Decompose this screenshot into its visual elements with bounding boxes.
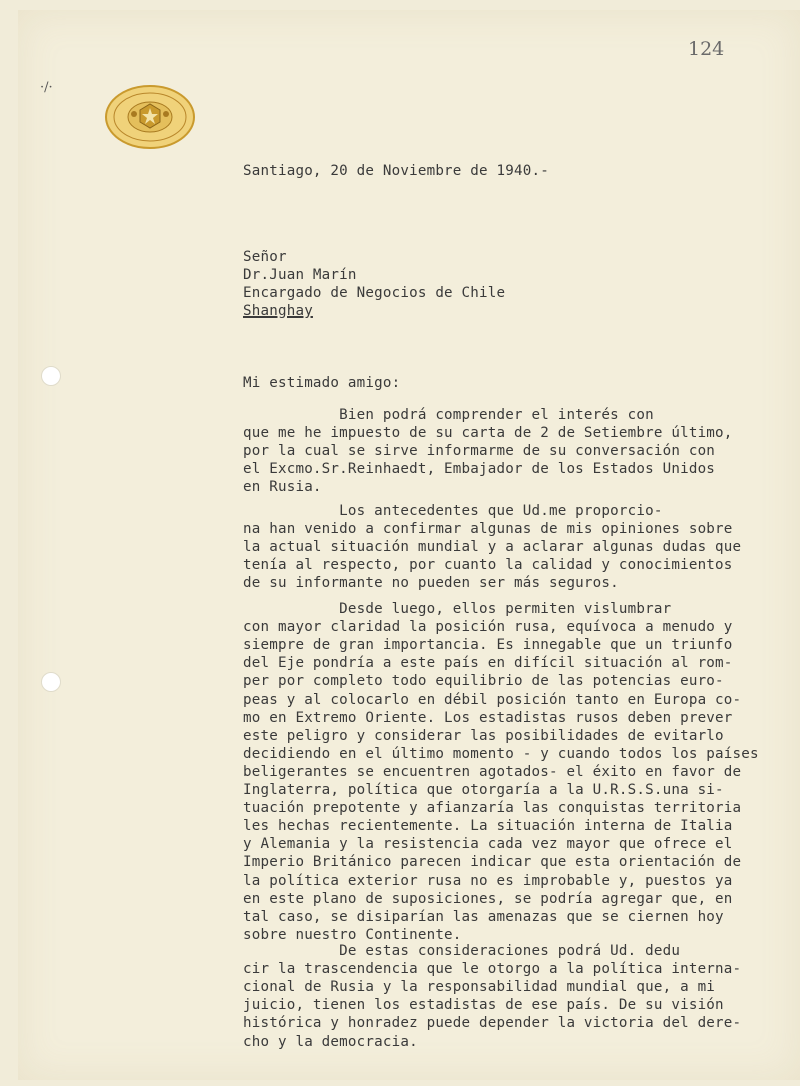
paragraph-line: cho y la democracia. bbox=[243, 1033, 418, 1050]
paragraph-line: tenía al respecto, por cuanto la calidad y conocimientos bbox=[243, 557, 733, 574]
paragraph-line: peas y al colocarlo en débil posición tanto en Europa co- bbox=[243, 691, 742, 708]
paragraph-line: Inglaterra, política que otorgaría a la U.R.S.S.una si- bbox=[243, 782, 724, 798]
paragraph-line: Los antecedentes que Ud.me proporcio- bbox=[243, 503, 663, 519]
paragraph-line: tal caso, se disiparían las amenazas que se ciernen hoy bbox=[243, 908, 724, 925]
paragraph-line: de su informante no pueden ser más seguros. bbox=[243, 575, 619, 592]
paragraph-line: juicio, tienen los estadistas de ese país. De su visión bbox=[243, 997, 724, 1014]
paragraph-line: la política exterior rusa no es improbable y, puestos ya bbox=[243, 872, 733, 889]
paragraph-line: en este plano de suposiciones, se podría agregar que, en bbox=[243, 890, 733, 907]
paragraph-line: con mayor claridad la posición rusa, equívoca a menudo y bbox=[243, 619, 733, 636]
paragraph-line: por la cual se sirve informarme de su conversación con bbox=[243, 443, 716, 460]
paragraph-line: Desde luego, ellos permiten vislumbrar bbox=[243, 601, 672, 617]
recipient-line: Señor bbox=[243, 249, 287, 265]
paragraph-line: cir la trascendencia que le otorgo a la política interna- bbox=[243, 961, 742, 978]
paragraph-line: cional de Rusia y la responsabilidad mundial que, a mi bbox=[243, 979, 716, 996]
paragraph-line: De estas consideraciones podrá Ud. dedu bbox=[243, 943, 681, 959]
punch-hole-top bbox=[41, 366, 61, 386]
recipient-line: Encargado de Negocios de Chile bbox=[243, 285, 506, 301]
paragraph-line: sobre nuestro Continente. bbox=[243, 926, 462, 943]
presidential-seal-icon bbox=[104, 84, 196, 150]
paragraph-line: histórica y honradez puede depender la victoria del dere- bbox=[243, 1015, 742, 1032]
paragraph-line: per por completo todo equilibrio de las potencias euro- bbox=[243, 673, 724, 690]
paragraph-line: la actual situación mundial y a aclarar algunas dudas que bbox=[243, 539, 742, 556]
paragraph-line: y Alemania y la resistencia cada vez mayor que ofrece el bbox=[243, 836, 733, 853]
paragraph-line: na han venido a confirmar algunas de mis opiniones sobre bbox=[243, 521, 733, 538]
salutation: Mi estimado amigo: bbox=[243, 375, 401, 391]
recipient-city: Shanghay bbox=[243, 303, 313, 319]
paragraph-line: tuación prepotente y afianzaría las conquistas territoria bbox=[243, 800, 742, 817]
paragraph-line: Imperio Británico parecen indicar que esta orientación de bbox=[243, 854, 742, 871]
paragraph-line: que me he impuesto de su carta de 2 de Setiembre último, bbox=[243, 425, 733, 442]
date-line: Santiago, 20 de Noviembre de 1940.- bbox=[243, 163, 549, 179]
margin-mark: ·/· bbox=[40, 80, 53, 95]
paragraph-line: siempre de gran importancia. Es innegable que un triunfo bbox=[243, 637, 733, 654]
paragraph-line: este peligro y considerar las posibilidades de evitarlo bbox=[243, 727, 724, 744]
paragraph-line: mo en Extremo Oriente. Los estadistas rusos deben prever bbox=[243, 709, 733, 726]
paragraph-line: les hechas recientemente. La situación interna de Italia bbox=[243, 818, 733, 835]
paragraph-line: del Eje pondría a este país en difícil situación al rom- bbox=[243, 655, 733, 672]
folio-number: 124 bbox=[688, 38, 725, 60]
punch-hole-bottom bbox=[41, 672, 61, 692]
paragraph-line: el Excmo.Sr.Reinhaedt, Embajador de los Estados Unidos bbox=[243, 461, 716, 478]
recipient-line: Dr.Juan Marín bbox=[243, 267, 357, 283]
paragraph-line: Bien podrá comprender el interés con bbox=[243, 407, 654, 423]
paragraph-line: en Rusia. bbox=[243, 479, 322, 496]
paragraph-line: decidiendo en el último momento - y cuando todos los países bbox=[243, 745, 759, 762]
paragraph-line: beligerantes se encuentren agotados- el éxito en favor de bbox=[243, 763, 742, 780]
